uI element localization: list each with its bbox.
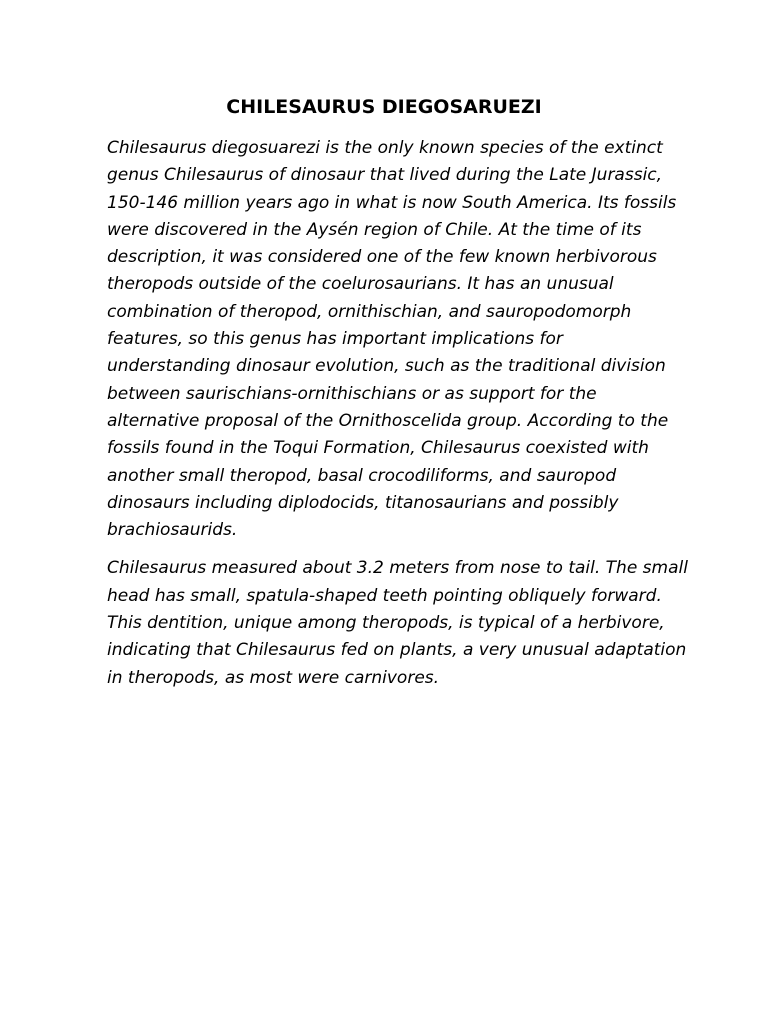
text-line: description, it was considered one of the few known herbivorous xyxy=(107,247,657,268)
text-line: Chilesaurus diegosuarezi is the only known species of the extinct xyxy=(107,138,663,158)
text-line: alternative proposal of the Ornithoscelida group. According to the xyxy=(107,410,669,431)
text-line: genus Chilesaurus of dinosaur that lived during the Late Jurassic, xyxy=(107,165,663,186)
text-line: 150-146 million years ago in what is now South America. Its fossils xyxy=(107,192,677,213)
text-line: head has small, spatula-shaped teeth pointing obliquely forward. xyxy=(107,585,662,606)
text-line: brachiosaurids. xyxy=(107,520,238,541)
document-body xyxy=(107,135,688,692)
text-line: fossils found in the Toqui Formation, Chilesaurus coexisted with xyxy=(107,438,649,459)
text-line: combination of theropod, ornithischian, and sauropodomorph xyxy=(107,301,632,322)
paragraph-spacer xyxy=(107,544,667,555)
text-line: dinosaurs including diplodocids, titanosaurians and possibly xyxy=(107,492,619,513)
text-line: Chilesaurus measured about 3.2 meters from nose to tail. The small xyxy=(107,558,688,579)
text-line: another small theropod, basal crocodiliforms, and sauropod xyxy=(107,465,617,486)
text-line: theropods outside of the coelurosaurians. It has an unusual xyxy=(107,274,614,295)
paragraph-2 xyxy=(107,555,688,691)
text-line: in theropods, as most were carnivores. xyxy=(107,667,440,688)
text-line: understanding dinosaur evolution, such as the traditional division xyxy=(107,356,666,377)
text-line: features, so this genus has important implications for xyxy=(107,329,563,350)
document-title: CHILESAURUS DIEGOSARUEZI xyxy=(226,96,542,118)
text-line: were discovered in the Aysén region of Chile. At the time of its xyxy=(107,219,642,240)
text-line: between saurischians-ornithischians or as support for the xyxy=(107,383,597,404)
paragraph-1 xyxy=(107,135,677,544)
text-line: indicating that Chilesaurus fed on plants, a very unusual adaptation xyxy=(107,640,687,661)
text-line: This dentition, unique among theropods, is typical of a herbivore, xyxy=(107,613,665,634)
